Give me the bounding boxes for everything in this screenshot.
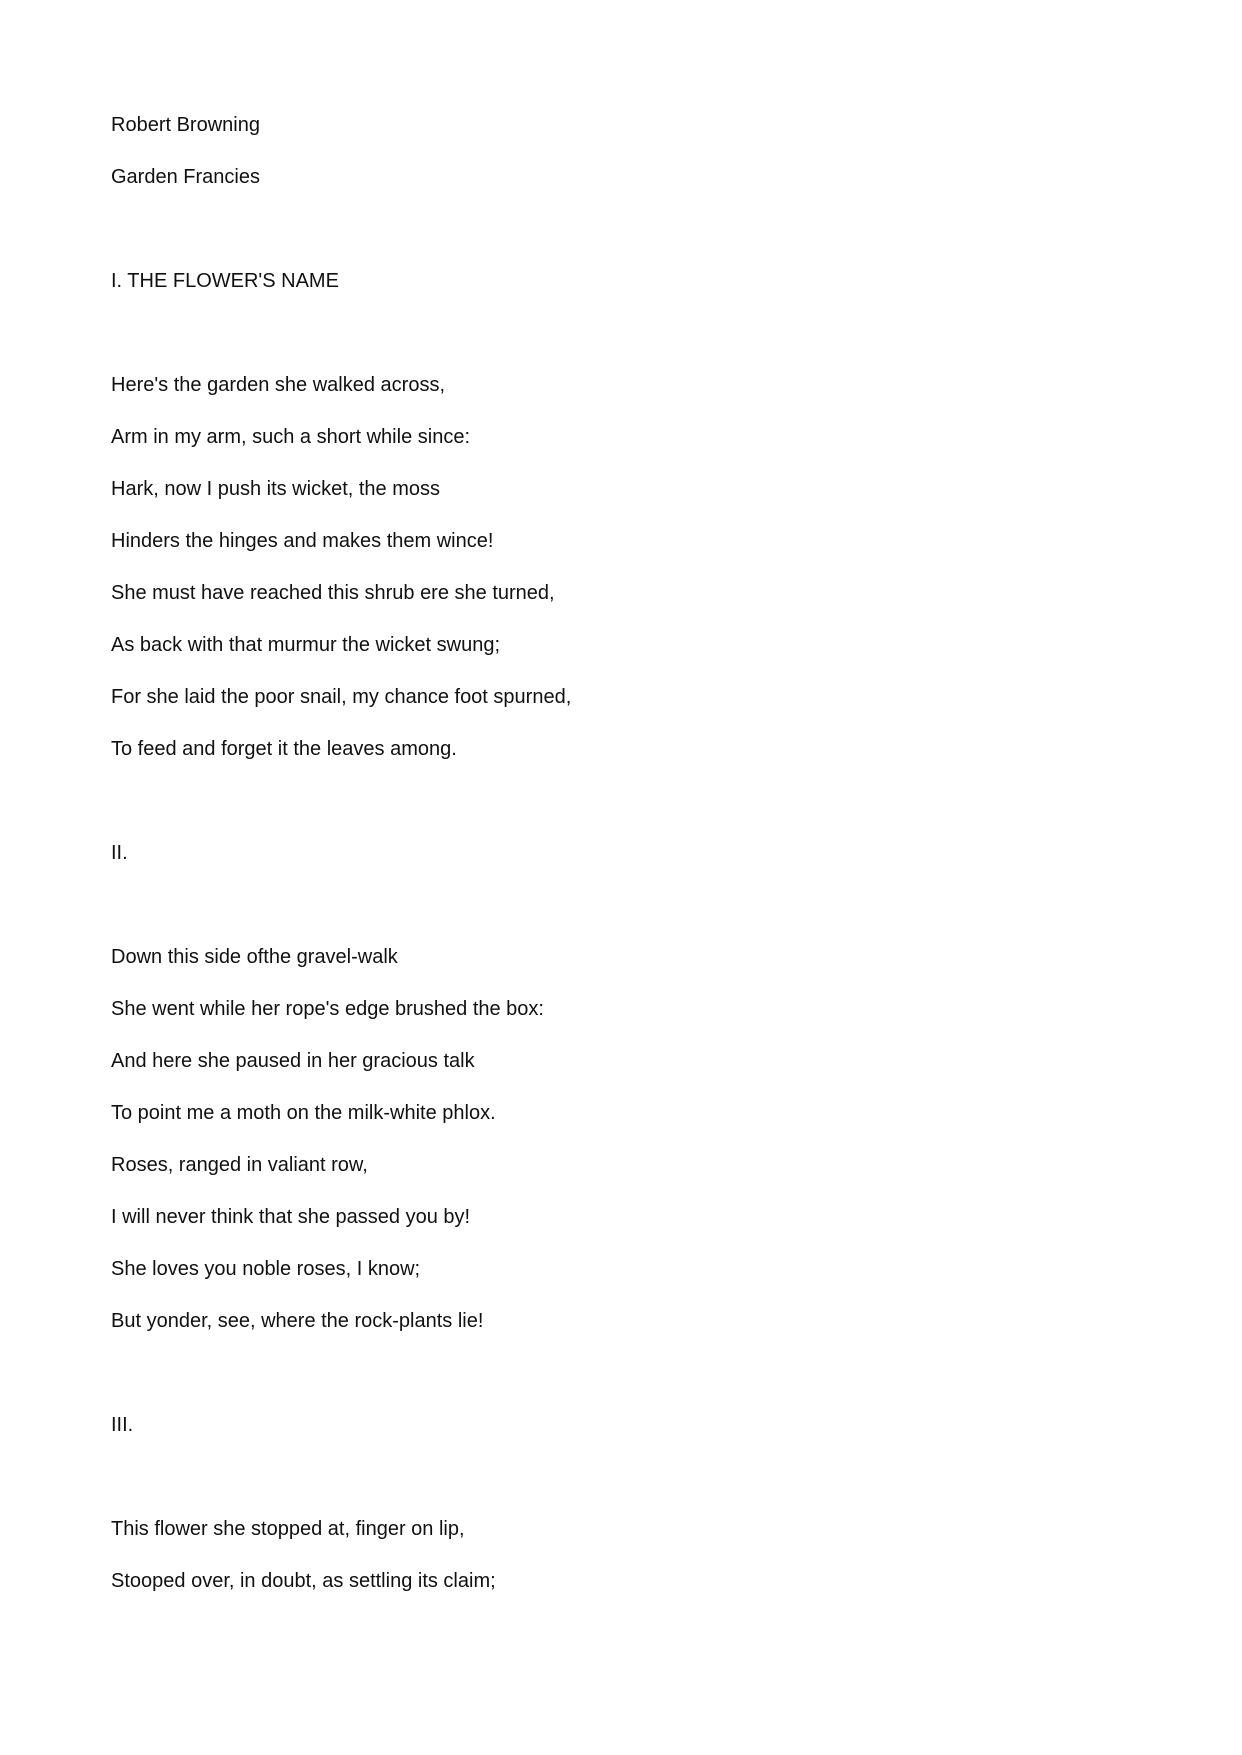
poem-line: This flower she stopped at, finger on lip,: [111, 1518, 465, 1540]
poem-line: She went while her rope's edge brushed the box:: [111, 998, 544, 1020]
section-heading: III.: [111, 1414, 134, 1436]
poem-line: She loves you noble roses, I know;: [111, 1258, 421, 1280]
author-name: Robert Browning: [111, 114, 260, 136]
section-heading: I. THE FLOWER'S NAME: [111, 270, 339, 292]
poem-line: To point me a moth on the milk-white phlox.: [111, 1102, 496, 1124]
poem-line: And here she paused in her gracious talk: [111, 1050, 475, 1072]
poem-line: Arm in my arm, such a short while since:: [111, 426, 470, 448]
poem-line: She must have reached this shrub ere she turned,: [111, 582, 555, 604]
poem-line: As back with that murmur the wicket swung;: [111, 634, 501, 656]
section-heading: II.: [111, 842, 128, 864]
poem-title: Garden Francies: [111, 166, 260, 188]
poem-line: But yonder, see, where the rock-plants lie!: [111, 1310, 484, 1332]
poem-line: Roses, ranged in valiant row,: [111, 1154, 368, 1176]
poem-line: Hark, now I push its wicket, the moss: [111, 478, 441, 500]
poem-line: Stooped over, in doubt, as settling its claim;: [111, 1570, 496, 1592]
poem-line: Here's the garden she walked across,: [111, 374, 445, 396]
poem-line: I will never think that she passed you by!: [111, 1206, 471, 1228]
poem-line: To feed and forget it the leaves among.: [111, 738, 457, 760]
poem-line: Down this side ofthe gravel-walk: [111, 946, 398, 968]
poem-line: For she laid the poor snail, my chance foot spurned,: [111, 686, 572, 708]
poem-line: Hinders the hinges and makes them wince!: [111, 530, 494, 552]
